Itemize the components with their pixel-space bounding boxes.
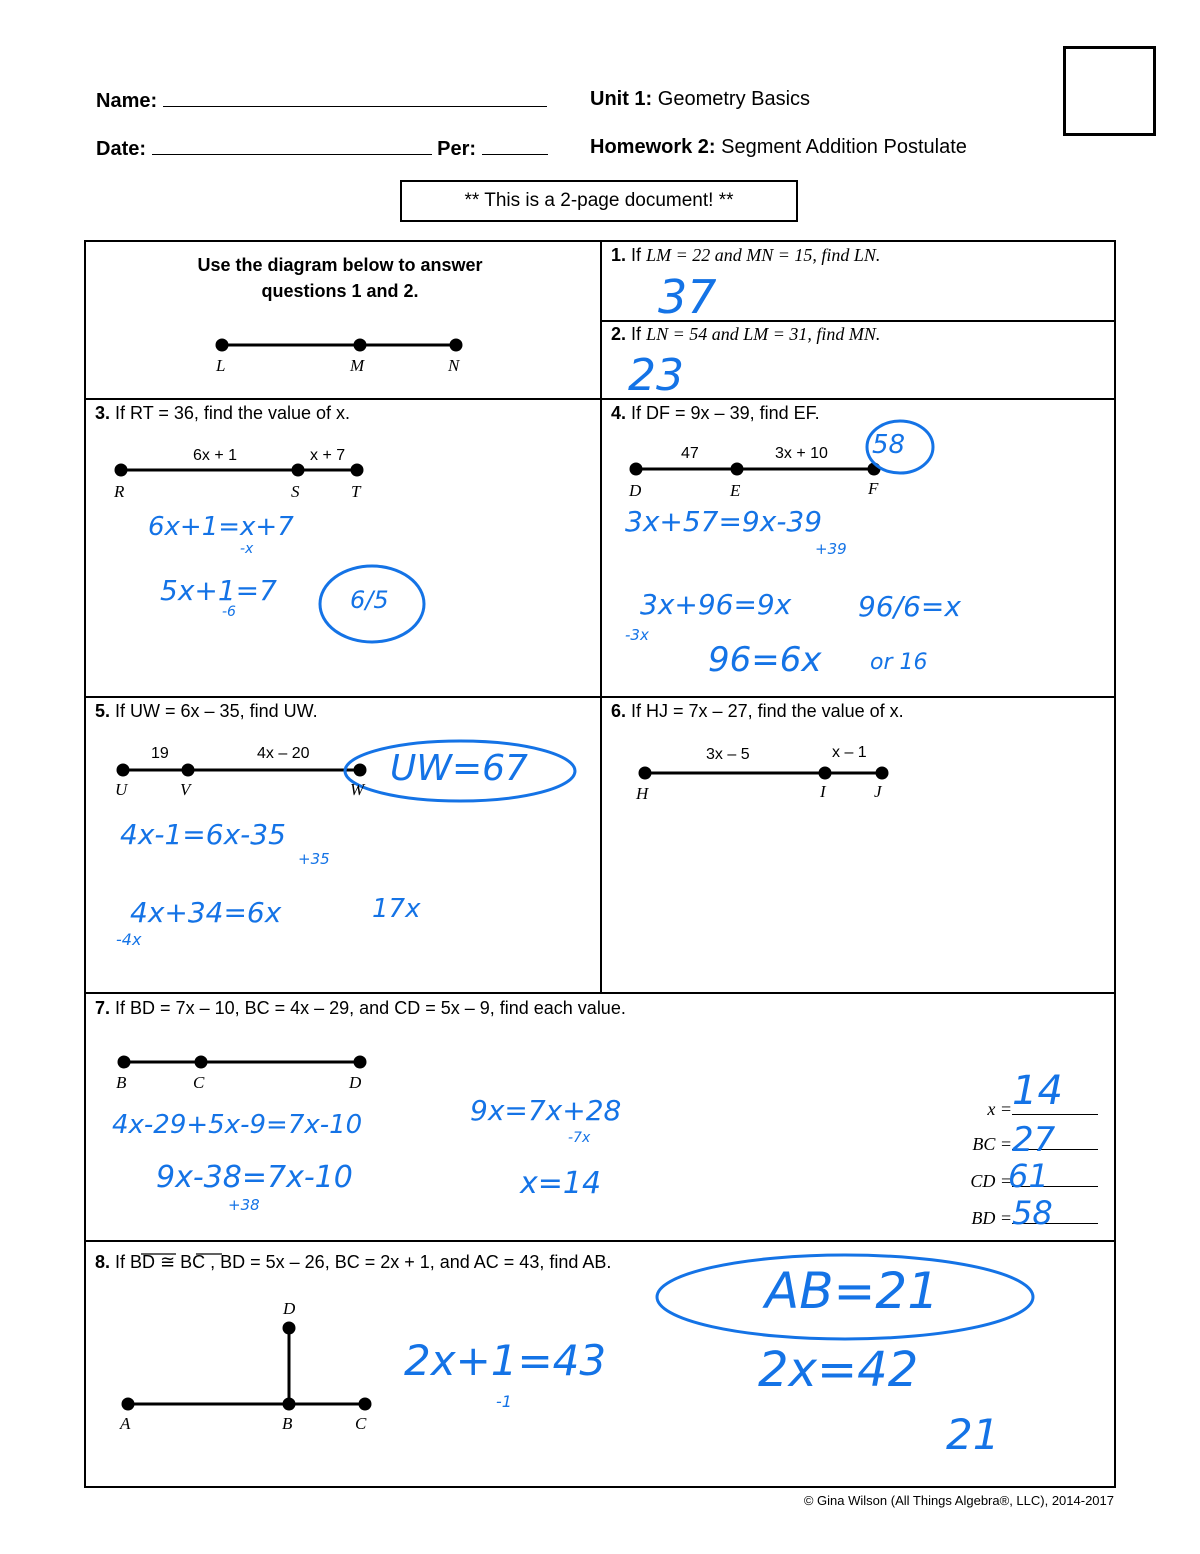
segment-length-label: x + 7	[310, 447, 346, 464]
point-label: D	[349, 1073, 362, 1092]
handwritten-value-BD: 58	[1012, 1194, 1053, 1232]
point-label: C	[193, 1073, 205, 1092]
segment-length-label: 19	[151, 745, 169, 762]
handwritten-value-x: 14	[1012, 1068, 1063, 1114]
handwritten-work: 4x+34=6x	[130, 896, 282, 929]
handwritten-answer-q4: 58	[872, 430, 906, 460]
handwritten-work: 5x+1=7	[160, 574, 277, 607]
segment-length-label: 47	[681, 445, 699, 462]
question-8: 8. If BD ≅ BC , BD = 5x – 26, BC = 2x + 1, and AC = 43, find AB.	[95, 1252, 612, 1272]
point-label: T	[351, 482, 361, 501]
handwritten-work: 4x-1=6x-35	[120, 818, 286, 851]
handwritten-work: x=14	[520, 1166, 602, 1201]
point-label: W	[350, 780, 365, 799]
handwritten-work: 6x+1=x+7	[148, 512, 294, 542]
handwritten-value-CD: 61	[1008, 1157, 1049, 1195]
segment-length-label: 3x + 10	[775, 445, 828, 462]
segment-length-label: x – 1	[832, 744, 867, 761]
copyright-footer: © Gina Wilson (All Things Algebra®, LLC), 2014-2017	[803, 1493, 1114, 1508]
handwritten-work: 17x	[372, 894, 421, 924]
handwritten-work: +35	[298, 850, 330, 868]
handwritten-work: -7x	[568, 1130, 591, 1146]
answer-x[interactable]: x =	[987, 1098, 1098, 1120]
handwritten-answer-q2: 23	[628, 350, 684, 401]
date-label: Date:	[96, 138, 147, 160]
point-label: A	[120, 1414, 131, 1433]
point-label: C	[355, 1414, 367, 1433]
point-label: H	[636, 784, 649, 803]
question-5: 5. If UW = 6x – 35, find UW.	[95, 701, 318, 721]
handwritten-answer-q1: 37	[658, 270, 717, 324]
point-label: L	[216, 356, 226, 375]
point-label: D	[283, 1299, 296, 1318]
unit-title: Unit 1: Geometry Basics	[590, 88, 811, 110]
instructions: Use the diagram below to answer questions 1 and 2.	[197, 255, 483, 301]
handwritten-work: 3x+57=9x-39	[625, 505, 823, 538]
handwritten-answer-q8: AB=21	[765, 1262, 940, 1320]
question-1: 1. If LM = 22 and MN = 15, find LN.	[611, 245, 881, 265]
question-6: 6. If HJ = 7x – 27, find the value of x.	[611, 701, 904, 721]
handwritten-work: 21	[946, 1410, 1000, 1459]
point-label: F	[868, 479, 879, 498]
point-label: D	[629, 481, 642, 500]
point-label: V	[180, 780, 191, 799]
homework-title: Homework 2: Segment Addition Postulate	[590, 136, 967, 158]
handwritten-answer-q5: UW=67	[390, 748, 528, 789]
handwritten-work: 96/6=x	[858, 590, 961, 623]
point-label: S	[291, 482, 300, 501]
page-notice: ** This is a 2-page document! **	[400, 180, 798, 222]
handwritten-work: -4x	[116, 930, 142, 949]
handwritten-answer-q3: 6/5	[350, 586, 389, 614]
answer-BD[interactable]: BD =	[971, 1207, 1098, 1229]
handwritten-work: 9x=7x+28	[470, 1094, 622, 1127]
handwritten-work: -3x	[625, 626, 649, 644]
name-label: Name:	[96, 90, 158, 112]
answer-CD[interactable]: CD =	[970, 1170, 1098, 1192]
handwritten-work: 2x+1=43	[404, 1336, 607, 1385]
point-label: U	[115, 780, 128, 799]
point-label: J	[874, 782, 882, 801]
point-label: E	[730, 481, 741, 500]
point-label: I	[820, 782, 826, 801]
point-label: R	[114, 482, 125, 501]
handwritten-work: +39	[815, 540, 847, 558]
handwritten-work: 2x=42	[758, 1342, 919, 1398]
point-label: N	[448, 356, 460, 375]
handwritten-work: 3x+96=9x	[640, 588, 792, 621]
point-label: M	[350, 356, 365, 375]
handwritten-work: 9x-38=7x-10	[156, 1160, 353, 1195]
point-label: B	[282, 1414, 293, 1433]
question-7: 7. If BD = 7x – 10, BC = 4x – 29, and CD = 5x – 9, find each value.	[95, 998, 626, 1018]
handwritten-work: -1	[496, 1392, 512, 1411]
handwritten-work: or 16	[870, 650, 928, 675]
handwritten-work: 96=6x	[708, 640, 822, 680]
handwritten-work: +38	[228, 1196, 260, 1214]
question-2: 2. If LN = 54 and LM = 31, find MN.	[611, 324, 881, 344]
segment-length-label: 3x – 5	[706, 746, 750, 763]
answer-BC[interactable]: BC =	[972, 1133, 1098, 1155]
handwritten-value-BC: 27	[1012, 1120, 1056, 1160]
per-label: Per:	[437, 138, 477, 160]
handwritten-work: -6	[222, 604, 236, 620]
segment-length-label: 4x – 20	[257, 745, 310, 762]
segment-length-label: 6x + 1	[193, 447, 238, 464]
point-label: B	[116, 1073, 127, 1092]
handwritten-work: -x	[240, 541, 254, 557]
question-4: 4. If DF = 9x – 39, find EF.	[611, 403, 820, 423]
question-3: 3. If RT = 36, find the value of x.	[95, 403, 351, 423]
handwritten-work: 4x-29+5x-9=7x-10	[112, 1110, 363, 1140]
